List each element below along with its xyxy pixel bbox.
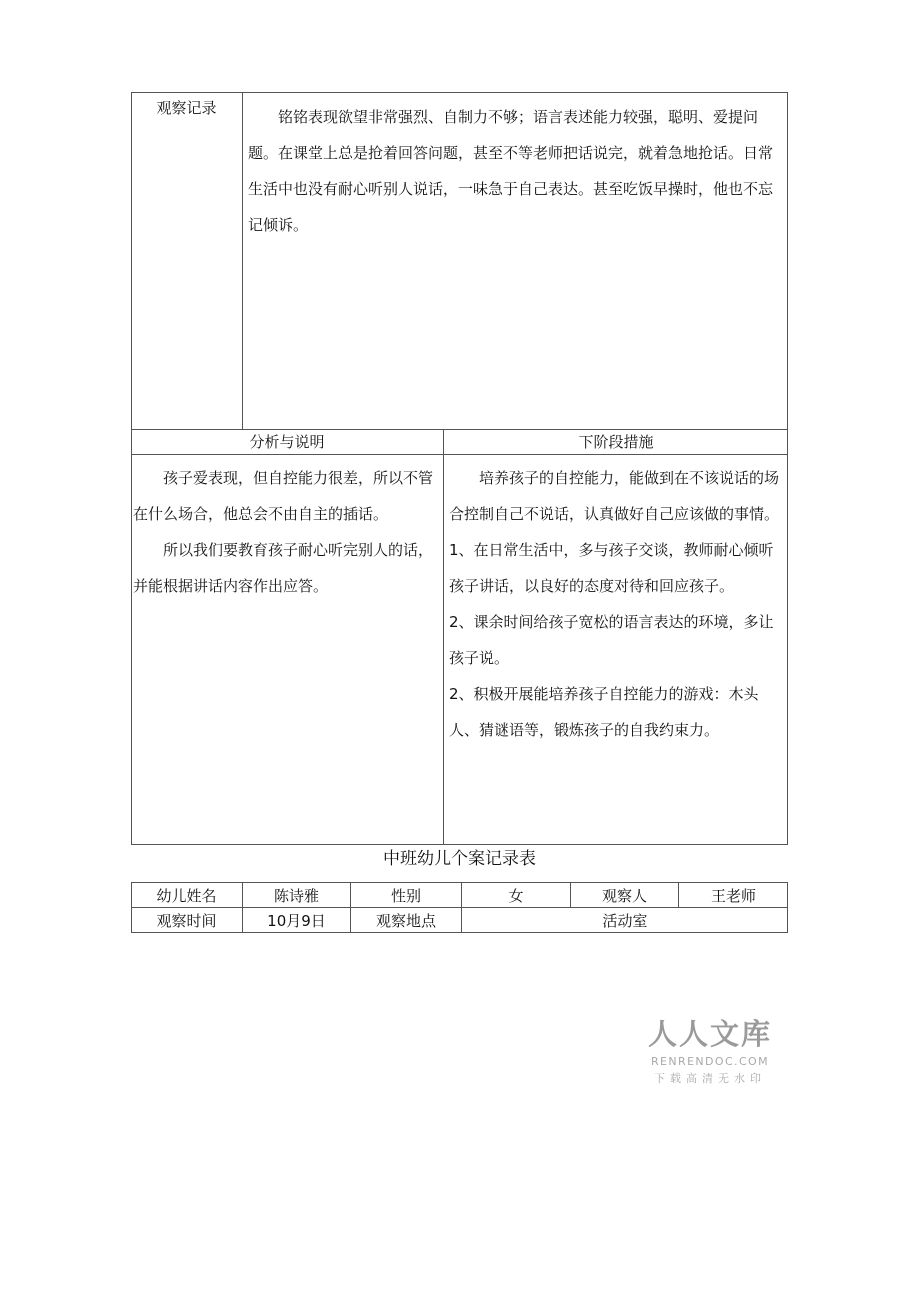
- watermark-domain: RENRENDOC.COM: [651, 1055, 769, 1068]
- analysis-header-divider: [131, 454, 788, 455]
- watermark-logo-text: 人人文库: [647, 1017, 772, 1051]
- analysis-body: [133, 460, 439, 604]
- analysis-header: 分析与说明: [249, 433, 325, 451]
- analysis-column-divider: [443, 429, 444, 845]
- observer-label: 观察人: [601, 887, 647, 905]
- observation-time-label: 观察时间: [156, 912, 217, 930]
- observation-label: 观察记录: [156, 99, 217, 117]
- record-table-title: 中班幼儿个案记录表: [383, 849, 536, 869]
- next-steps-item-1: 1、在日常生活中，多与孩子交谈，教师耐心倾听孩子讲话，以良好的态度对待和回应孩子。: [449, 541, 774, 595]
- observation-place-label: 观察地点: [375, 912, 436, 930]
- child-name-label: 幼儿姓名: [156, 887, 217, 905]
- watermark: [640, 1012, 780, 1086]
- gender-value: 女: [508, 887, 524, 905]
- watermark-tagline: 下载高清无水印: [654, 1072, 766, 1085]
- observation-time-value: 10月9日: [267, 912, 326, 930]
- observation-divider: [242, 92, 243, 430]
- gender-label: 性别: [390, 887, 421, 905]
- next-steps-header: 下阶段措施: [578, 433, 654, 451]
- observation-text-cell: [248, 99, 785, 243]
- next-steps-intro: 培养孩子的自控能力，能做到在不该说话的场合控制自己不说话，认真做好自己应该做的事情。: [449, 469, 780, 523]
- next-steps-item-3: 2、积极开展能培养孩子自控能力的游戏：木头人、猜谜语等，锻炼孩子的自我约束力。: [449, 685, 759, 739]
- child-name-value: 陈诗雅: [273, 887, 319, 905]
- next-steps-body: [449, 460, 785, 846]
- observer-value: 王老师: [710, 887, 756, 905]
- analysis-paragraph-1: 孩子爱表现，但自控能力很差，所以不管在什么场合，他总会不由自主的插话。: [133, 469, 434, 523]
- analysis-paragraph-2: 所以我们要教育孩子耐心听完别人的话，并能根据讲话内容作出应答。: [133, 541, 434, 595]
- observation-text: 铭铭表现欲望非常强烈、自制力不够；语言表述能力较强，聪明、爱提问题。在课堂上总是抢着回答问题，甚至不等老师把话说完，就着急地抢话。日常生活中也没有耐心听别人说话，一味急于自己表达。甚至吃饭早操时，他也不忘记倾诉。: [248, 108, 774, 234]
- next-steps-item-2: 2、课余时间给孩子宽松的语言表达的环境，多让孩子说。: [449, 613, 774, 667]
- observation-place-value: 活动室: [602, 912, 648, 930]
